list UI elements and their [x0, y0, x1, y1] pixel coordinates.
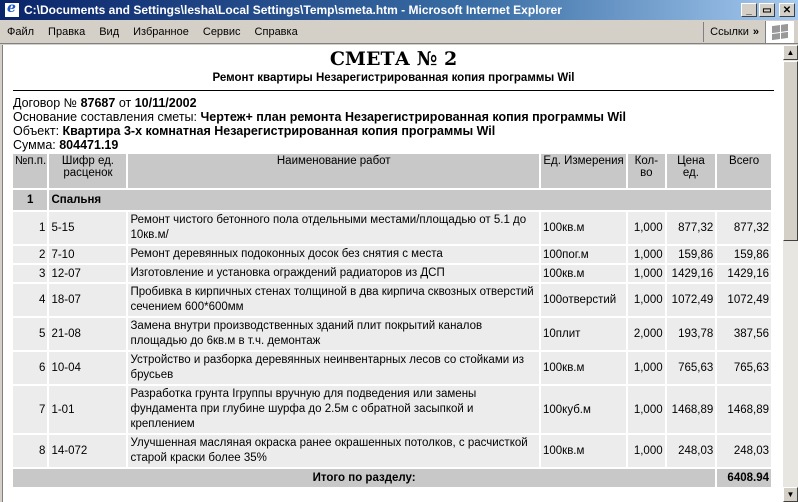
total-label: Итого по разделу:	[13, 469, 715, 487]
table-header	[13, 154, 771, 188]
row-num: 4	[13, 284, 47, 316]
row-code: 7-10	[49, 246, 126, 263]
row-price: 1429,16	[667, 265, 716, 282]
table-row	[13, 318, 771, 350]
row-num: 2	[13, 246, 47, 263]
row-num: 7	[13, 386, 47, 433]
row-qty: 1,000	[628, 246, 664, 263]
total-row	[13, 469, 771, 487]
row-qty: 1,000	[628, 265, 664, 282]
row-name: Изготовление и установка ограждений радиаторов из ДСП	[128, 265, 539, 282]
page-title: СМЕТА № 2	[329, 48, 458, 70]
row-code: 14-072	[49, 435, 126, 467]
document-info	[3, 96, 784, 152]
basis-label: Основание составления сметы:	[13, 110, 198, 124]
row-total: 159,86	[717, 246, 771, 263]
row-unit: 100отверстий	[541, 284, 626, 316]
contract-label: Договор №	[13, 96, 78, 110]
window-title: C:\Documents and Settings\lesha\Local Settings\Temp\smeta.htm - Microsoft Internet Explorer	[24, 3, 562, 17]
row-code: 18-07	[49, 284, 126, 316]
row-qty: 2,000	[628, 318, 664, 350]
menu-file[interactable]: Файл	[7, 25, 35, 38]
row-total: 765,63	[717, 352, 771, 384]
table-row	[13, 386, 771, 433]
row-name: Устройство и разборка деревянных неинвентарных лесов со стойками из брусьев	[128, 352, 539, 384]
header-qty: Кол-во	[628, 154, 664, 188]
row-code: 5-15	[49, 212, 126, 244]
row-price: 1468,89	[667, 386, 716, 433]
page-subtitle: Ремонт квартиры Незарегистрированная копия программы Wil	[212, 72, 575, 84]
row-name: Ремонт деревянных подоконных досок без снятия с места	[128, 246, 539, 263]
row-qty: 1,000	[628, 386, 664, 433]
ie-icon	[4, 2, 20, 18]
header-code: Шифр ед. расценок	[49, 154, 126, 188]
row-price: 765,63	[667, 352, 716, 384]
row-num: 8	[13, 435, 47, 467]
total-value: 6408.94	[717, 469, 771, 487]
scroll-up-icon[interactable]: ▲	[783, 45, 798, 60]
row-code: 1-01	[49, 386, 126, 433]
row-total: 248,03	[717, 435, 771, 467]
row-name: Замена внутри производственных зданий плит покрытий каналов площадью до 6кв.м в т.ч. демонтаж	[128, 318, 539, 350]
page-content	[2, 45, 784, 502]
section-num: 1	[13, 190, 47, 210]
close-button[interactable]: ✕	[779, 3, 795, 17]
header-unit: Ед. Измерения	[541, 154, 626, 188]
header-total: Всего	[717, 154, 771, 188]
table-row	[13, 246, 771, 263]
links-toolbar[interactable]	[703, 22, 765, 42]
row-total: 1429,16	[717, 265, 771, 282]
row-qty: 1,000	[628, 435, 664, 467]
row-qty: 1,000	[628, 284, 664, 316]
row-name: Пробивка в кирпичных стенах толщиной в два кирпича сквозных отверстий сечением 600*600мм	[128, 284, 539, 316]
row-num: 1	[13, 212, 47, 244]
header-name: Наименование работ	[128, 154, 539, 188]
links-label: Ссылки	[710, 25, 749, 38]
row-total: 1468,89	[717, 386, 771, 433]
row-price: 159,86	[667, 246, 716, 263]
row-price: 877,32	[667, 212, 716, 244]
row-name: Ремонт чистого бетонного пола отдельными местами/площадью от 5.1 до 10кв.м/	[128, 212, 539, 244]
section-name: Спальня	[49, 190, 771, 210]
table-row	[13, 352, 771, 384]
row-unit: 100куб.м	[541, 386, 626, 433]
row-unit: 100пог.м	[541, 246, 626, 263]
table-row	[13, 435, 771, 467]
row-num: 6	[13, 352, 47, 384]
row-num: 3	[13, 265, 47, 282]
object-value: Квартира 3-х комнатная Незарегистрированная копия программы Wil	[62, 124, 496, 138]
menu-view[interactable]: Вид	[99, 25, 120, 38]
menu-favorites[interactable]: Избранное	[133, 25, 189, 38]
row-qty: 1,000	[628, 352, 664, 384]
section-row	[13, 190, 771, 210]
row-code: 12-07	[49, 265, 126, 282]
row-num: 5	[13, 318, 47, 350]
sum-value: 804471.19	[59, 138, 119, 152]
row-unit: 100кв.м	[541, 212, 626, 244]
menu-tools[interactable]: Сервис	[202, 25, 241, 38]
menu-bar	[0, 20, 798, 44]
row-name: Улучшенная масляная окраска ранее окрашенных потолков, с расчисткой старой краски более 35%	[128, 435, 539, 467]
basis-value: Чертеж+ план ремонта Незарегистрированная копия программы Wil	[200, 110, 626, 124]
chevron-right-icon[interactable]: »	[752, 25, 759, 38]
row-price: 248,03	[667, 435, 716, 467]
contract-from: от	[118, 96, 132, 110]
contract-date: 10/11/2002	[134, 96, 197, 110]
row-total: 877,32	[717, 212, 771, 244]
row-code: 10-04	[49, 352, 126, 384]
contract-number: 87687	[80, 96, 116, 110]
menu-edit[interactable]: Правка	[48, 25, 86, 38]
row-unit: 10плит	[541, 318, 626, 350]
sum-label: Сумма:	[13, 138, 56, 152]
row-total: 387,56	[717, 318, 771, 350]
estimate-table	[11, 152, 773, 489]
table-row	[13, 212, 771, 244]
row-unit: 100кв.м	[541, 352, 626, 384]
row-price: 193,78	[667, 318, 716, 350]
scroll-thumb[interactable]	[783, 61, 798, 241]
divider	[13, 90, 774, 91]
row-total: 1072,49	[717, 284, 771, 316]
row-code: 21-08	[49, 318, 126, 350]
object-label: Объект:	[13, 124, 60, 138]
scroll-down-icon[interactable]: ▼	[783, 487, 798, 502]
row-price: 1072,49	[667, 284, 716, 316]
row-name: Разработка грунта Iгруппы вручную для подведения или замены фундамента при глубине шурфа до 2.5м с обратной засыпкой и креплением	[128, 386, 539, 433]
windows-logo-icon	[765, 21, 794, 43]
menu-help[interactable]: Справка	[254, 25, 298, 38]
maximize-button[interactable]: ▭	[759, 3, 775, 17]
table-row	[13, 265, 771, 282]
row-qty: 1,000	[628, 212, 664, 244]
row-unit: 100кв.м	[541, 265, 626, 282]
table-row	[13, 284, 771, 316]
vertical-scrollbar[interactable]	[783, 45, 798, 502]
header-num: №п.п.	[13, 154, 47, 188]
header-price: Цена ед.	[667, 154, 716, 188]
minimize-button[interactable]: _	[741, 3, 757, 17]
row-unit: 100кв.м	[541, 435, 626, 467]
title-bar	[0, 0, 798, 20]
